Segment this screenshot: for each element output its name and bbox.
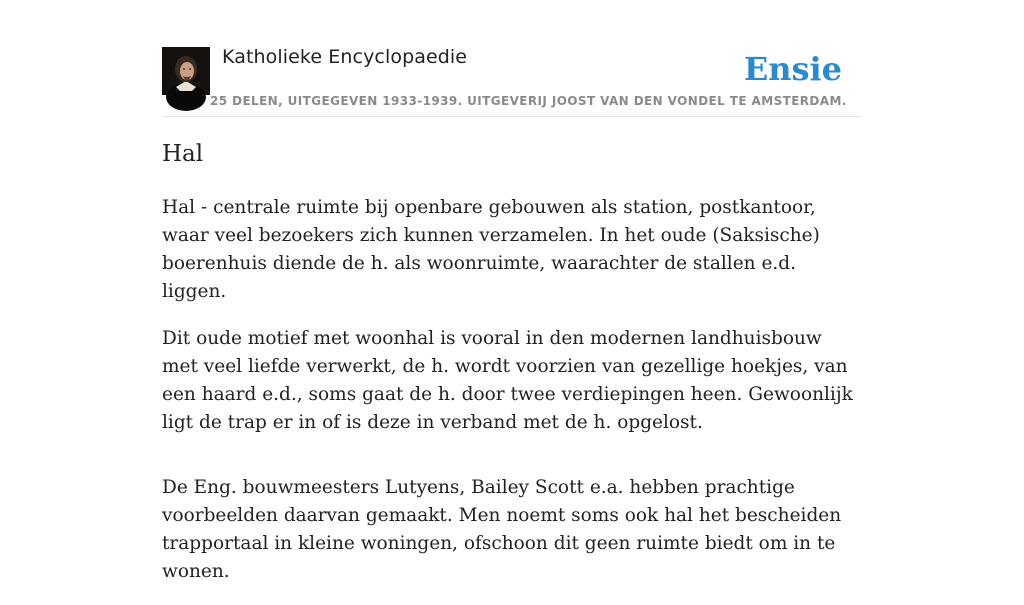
source-header	[162, 44, 862, 117]
article-title: Hal	[162, 141, 204, 167]
article-paragraph: Dit oude motief met woonhal is vooral in den modernen landhuisbouw met veel liefde verwerkt, de h. wordt voorzien van gezellige hoekjes, van een haard e.d., soms gaat de h. door twee verdiepingen heen. Gewoonlijk ligt de trap er in of is deze in verband met de h. opgelost.	[162, 328, 853, 433]
source-publication-info: 25 DELEN, UITGEGEVEN 1933-1939. UITGEVERIJ JOOST VAN DEN VONDEL TE AMSTERDAM.	[210, 94, 847, 108]
article	[162, 138, 862, 605]
ensie-logo[interactable]: Ensie	[743, 50, 842, 88]
portrait-avatar-icon	[162, 47, 210, 95]
source-title[interactable]: Katholieke Encyclopaedie	[222, 46, 468, 68]
source-avatar[interactable]	[162, 47, 210, 95]
article-paragraph: De Eng. bouwmeesters Lutyens, Bailey Scott e.a. hebben prachtige voorbeelden daarvan gemaakt. Men noemt soms ook hal het bescheiden trapportaal in kleine woningen, ofschoon dit geen ruimte biedt om in te wonen.	[162, 477, 842, 582]
article-paragraph: Hal - centrale ruimte bij openbare gebouwen als station, postkantoor, waar veel bezoekers zich kunnen verzamelen. In het oude (Saksische) boerenhuis diende de h. als woonruimte, waarachter de stallen e.d. liggen.	[162, 197, 820, 302]
